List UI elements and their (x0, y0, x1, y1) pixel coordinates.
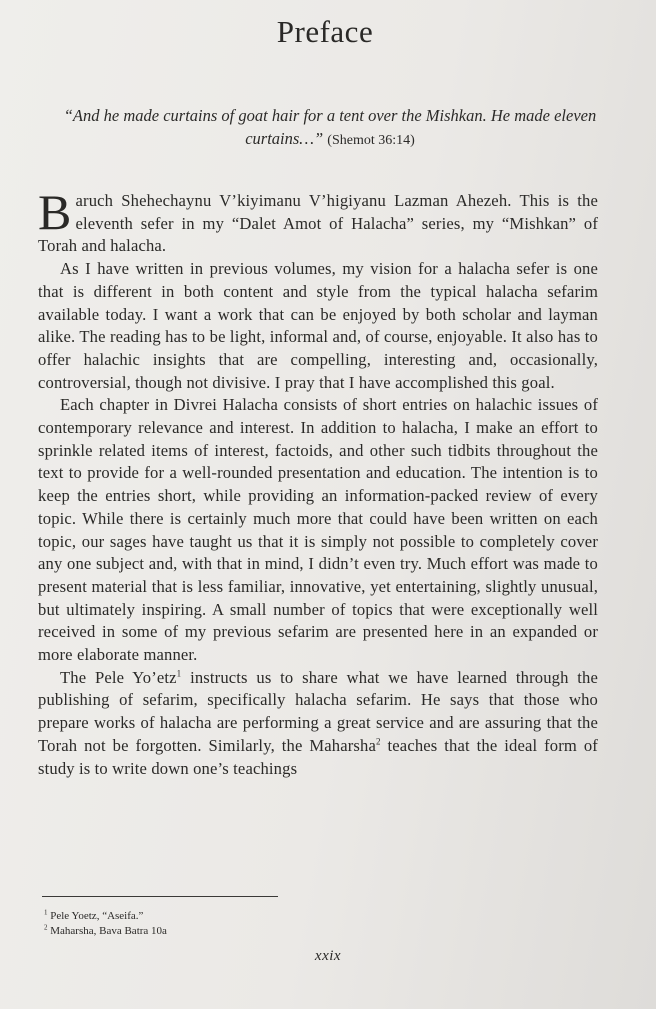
paragraph-2: As I have written in previous volumes, my vision for a halacha sefer is one that is different in both content and style from the typical halacha sefarim available today. I want a work that can be enjoyed by both scholar and layman alike. The reading has to be light, informal and, of course, enjoyable. It also has to offer halachic insights that are compelling, interesting and, occasionally, controversial, though not divisive. I pray that I have accomplished this goal. (38, 259, 598, 392)
footnote-divider (42, 896, 278, 897)
paragraph-1-text: aruch Shehechaynu V’kiyimanu V’higiyanu Lazman Ahezeh. This is the eleventh sefer in my “Dalet Amot of Halacha” series, my “Mishkan” of Torah and halacha. (38, 191, 598, 256)
footnote-1 (44, 909, 167, 924)
page-title: Preface (276, 14, 374, 49)
drop-cap: B (38, 184, 72, 240)
body-text (38, 184, 598, 780)
footnote-ref-1[interactable]: 1 (176, 668, 182, 679)
epigraph-citation: (Shemot 36:14) (327, 133, 415, 148)
footnotes (44, 909, 167, 939)
footnote-2-number: 2 (44, 923, 48, 932)
epigraph-quote: “And he made curtains of goat hair for a tent over the Mishkan. He made eleven curtains…” (63, 106, 597, 148)
paragraph-4-part-c: teaches that the ideal form of study is to write down one’s teachings (38, 735, 598, 778)
paragraph-4-part-b: instructs us to share what we have learned through the publishing of sefarim, specifically halacha sefarim. He says that those who prepare works of halacha are performing a great service and are assuring that the Torah not be forgotten. Similarly, the Maharsha (38, 667, 598, 755)
paragraph-3: Each chapter in Divrei Halacha consists of short entries on halachic issues of contemporary relevance and interest. In addition to halacha, I make an effort to sprinkle related items of interest, factoids, and other such tidbits throughout the text to provide for a well-rounded presentation and education. The intention is to keep the entries short, while providing an information-packed review of every topic. While there is certainly much more that could have been written on each topic, our sages have taught us that it is simply not possible to completely cover any one subject and, with that in mind, I didn’t even try. Much effort was made to present material that is less familiar, innovative, yet entertaining, slightly unusual, but ultimately inspiring. A small number of topics that were exceptionally well received in some of my previous sefarim are presented here in an expanded or more elaborate manner. (38, 395, 598, 665)
epigraph (60, 104, 600, 152)
paragraph-1 (38, 184, 598, 258)
footnote-2-text: Maharsha, Bava Batra 10a (50, 925, 167, 937)
footnote-2 (44, 924, 167, 939)
footnote-1-text: Pele Yoetz, “Aseifa.” (50, 910, 144, 922)
footnote-ref-2[interactable]: 2 (375, 736, 381, 747)
paragraph-4-part-a: The Pele Yo’etz (60, 667, 177, 687)
page-number: xxix (314, 948, 342, 964)
paragraph-4 (38, 667, 598, 781)
footnote-1-number: 1 (44, 908, 48, 917)
